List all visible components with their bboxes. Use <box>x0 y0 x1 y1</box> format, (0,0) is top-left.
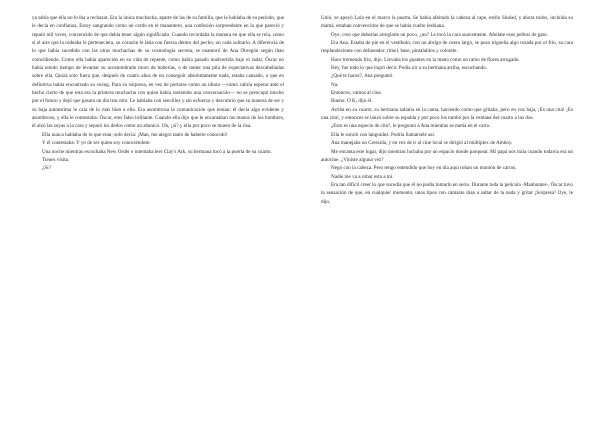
right-paragraph-10: Arriba en su cuarto, su hermana saltaba en la cama, haciendo como que gritaba, pero en voz baja, ¡Es una cita! ¡Es una cita!, y entonces se lanzó sobre su espalda y por poco los tumbó por la ventana del cuarto a los dos. <box>321 106 573 122</box>
right-paragraph-17: Era tan difícil creer lo que sucedía que él no podía tomarlo en serio. Durante toda la película -Manhunter-, Óscar tuvo la sensación de que, en cualquier momento, unos tipos con cámaras iban a saltar de la nada y gritar ¡Sorpresa! Oye, le dijo, <box>321 181 573 205</box>
left-paragraph-5: Tienes visita. <box>42 156 70 163</box>
right-paragraph-14: Me encanta este lugar, dijo mientras luchaba por un espacio donde parquear. Mi papá nos traía cuando todavía era un autocine. ¿Viniste alguna vez? <box>321 148 573 163</box>
right-paragraph-2: Oye, creo que deberías arreglarte un poco, ¿no? Le tocó la cara suavemente. Afeitate esos pelitos de gato. <box>331 31 548 38</box>
left-paragraph-2: Ella nunca hablaba de lo que eran; solo decía: ¡Man, me alegro tanto de haberte conocido! <box>42 131 228 138</box>
right-paragraph-13: Ana manejaba un Cressida, y en vez de ir al cine local se dirigió al múltiplex de Amboy. <box>331 140 513 147</box>
right-paragraph-16: Nadie me va a robar esta a mí. <box>331 173 394 180</box>
right-paragraph-5: Hey, fue todo lo que logró decir. Podía oír a su hermana arriba, escuchando. <box>331 65 487 72</box>
left-page <box>32 14 284 173</box>
right-paragraph-8: Entonces, vamos al cine. <box>331 90 382 97</box>
right-paragraph-6: ¿Qué te haces?, Ana preguntó. <box>331 73 394 80</box>
right-page <box>321 14 573 206</box>
right-paragraph-12: Ella le sonrió con languidez. Podría llamársele así. <box>331 131 436 138</box>
right-paragraph-4: Hace tremendo frío, dijo. Llevaba los guantes en la mano como un ramo de flores arrugado. <box>331 56 520 63</box>
right-paragraph-11: ¿Esto es una especie de cita?, le preguntó a Ana mientras se metía en el carro. <box>331 123 491 130</box>
right-paragraph-15: Negó con la cabeza. Pero tengo entendido que hoy en día aquí roban un montón de carros. <box>331 165 517 172</box>
left-paragraph-6: ¿Sí? <box>42 165 51 172</box>
right-paragraph-1: Unió, se apoyó Lola en el marco la puerta. Se había afeitado la cabeza al rape, estilo Sinéad, y ahora todos, incluida su mamá, estaban convencidos de que se había vuelto lesbiana. <box>321 15 573 30</box>
right-paragraph-9: Bueno. O K, dijo él. <box>331 98 373 105</box>
right-paragraph-3: Era Ana. Estaba de pie en el vestíbulo, con un abrigo de cuero largo, se puso trigueña algo rosada por el frío, su cara resplandeciente con delineador, rímel, base, pintalabios y colorete. <box>321 40 573 55</box>
left-paragraph-3: Y él contestaba: Y yo de ser quien soy conociéndote. <box>42 140 151 147</box>
right-paragraph-7: Na. <box>331 81 339 88</box>
left-paragraph-4: Una noche mientras escuchaba New Order e intentaba leer Clay's Ark, su hermana tocó a la puerta de su cuarto. <box>42 148 272 155</box>
left-paragraph-1: ya sabía que ella no lo iba a rechazar. Era la única muchacha, aparte de las de su familia, que le hablaba de su período, que le decía en confianza, Estoy sangrando como un cerdo en el manantero, una confesión sorprendente en la que pareció y reparó mil veces, convencido de que debía tener algún significado. Cuando recordaba la manera en que ella se reía, como si el aire que la rodeaba le perteneciera, su corazón le latía con fuerza dentro del pecho, un cada solitario. A diferencia de lo que había sucedido con las otras muchachas de su cosmología secreta, se enamoró de Ana Obregón según iban coincidiendo. Como ella había aparecido en su vida de repente, como había pasado inadvertida bajo el radar, Óscar no había tenido tiempo de levantar su acostumbrado muro de boberías, o de meter una pila de expectativas descabelladas sobre ella. Quizá solo fuera que, después de cuatro años de no conseguir absolutamente nada, estaba cansado, o que en definitiva había encontrado su swing. Para su sorpresa, en vez de portarse como un idiota —como cabría esperar ante el hecho cierto de que esta era la primera muchacha con quien había sostenido una conversación— no se preocupó mucho por el futuro y dejó que pasara un día tras otro. Le hablaba con sencillez y sin esfuerzo y descubrió que su manera de ser y su baja autoestima le caía de lo más bien a ella. Era asombrosa la comunicación que tenían; él decía algo evidente y asombroso, y ella le contestaba: Óscar, eres falso brillante. Cuando ella dijo que le encantaban las manos de los hombres, él alzó las suyas a la cara y separó los dedos como un abanico. Oh, ¿sí? y ella por poco se muere de la risa. <box>32 15 284 130</box>
